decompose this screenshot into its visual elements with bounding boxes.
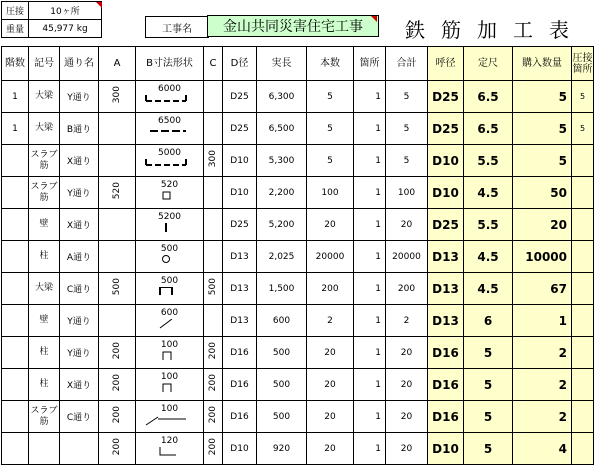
nominal-cell[interactable]: D25 <box>428 81 464 113</box>
table-row <box>2 81 594 113</box>
a-dim-cell[interactable] <box>99 177 136 209</box>
bar-shape-icon <box>136 223 202 237</box>
street-cell[interactable] <box>60 433 99 465</box>
press-cell[interactable] <box>572 433 594 465</box>
c-dim-label: 200 <box>208 374 218 392</box>
stock-cell[interactable]: 5 <box>464 401 513 433</box>
floor-cell[interactable] <box>2 305 29 337</box>
col-header: 通り名 <box>60 47 99 81</box>
a-dim-label: 200 <box>112 406 122 424</box>
col-header: A <box>99 47 136 81</box>
a-dim-cell[interactable] <box>99 273 136 305</box>
floor-cell[interactable] <box>2 401 29 433</box>
stock-cell[interactable]: 4.5 <box>464 177 513 209</box>
nominal-cell[interactable]: D25 <box>428 113 464 145</box>
c-dim-cell[interactable] <box>204 369 223 401</box>
purchase-cell[interactable]: 67 <box>513 273 572 305</box>
b-dim-label: 5200 <box>158 212 181 222</box>
bar-shape-icon <box>136 95 202 109</box>
header-row <box>2 47 594 81</box>
total-cell[interactable]: 20 <box>386 209 428 241</box>
purchase-cell[interactable]: 50 <box>513 177 572 209</box>
street-cell[interactable]: X通り <box>60 369 99 401</box>
total-cell[interactable]: 5 <box>386 81 428 113</box>
c-dim-cell[interactable] <box>204 145 223 177</box>
street-cell[interactable]: Y通り <box>60 177 99 209</box>
bar-shape-icon <box>136 287 202 301</box>
total-cell[interactable]: 100 <box>386 177 428 209</box>
shape-cell[interactable] <box>136 113 204 145</box>
bar-shape-icon <box>136 191 202 205</box>
floor-cell[interactable] <box>2 337 29 369</box>
shape-cell[interactable] <box>136 273 204 305</box>
stock-cell[interactable]: 5.5 <box>464 145 513 177</box>
places-cell[interactable]: 1 <box>354 433 386 465</box>
comment-marker-icon <box>371 16 377 22</box>
purchase-cell[interactable]: 4 <box>513 433 572 465</box>
table-row <box>2 209 594 241</box>
press-cell[interactable]: 5 <box>572 81 594 113</box>
c-dim-cell[interactable] <box>204 273 223 305</box>
a-dim-label: 200 <box>112 438 122 456</box>
purchase-cell[interactable]: 1 <box>513 305 572 337</box>
col-header: 階数 <box>2 47 29 81</box>
col-header: 呼径 <box>428 47 464 81</box>
count-cell[interactable]: 20 <box>307 369 354 401</box>
count-cell[interactable]: 20 <box>307 209 354 241</box>
nominal-cell[interactable]: D13 <box>428 241 464 273</box>
col-header: 本数 <box>307 47 354 81</box>
shape-cell[interactable] <box>136 337 204 369</box>
diameter-cell[interactable]: D25 <box>223 113 257 145</box>
purchase-cell[interactable]: 2 <box>513 369 572 401</box>
total-cell[interactable]: 20000 <box>386 241 428 273</box>
a-dim-cell[interactable] <box>99 209 136 241</box>
shape-cell[interactable] <box>136 81 204 113</box>
col-header: 圧接箇所 <box>572 47 594 81</box>
a-dim-cell[interactable] <box>99 401 136 433</box>
total-cell[interactable]: 20 <box>386 369 428 401</box>
stock-cell[interactable]: 5.5 <box>464 209 513 241</box>
b-dim-label: 520 <box>160 180 179 190</box>
stock-cell[interactable]: 5 <box>464 369 513 401</box>
table-row <box>2 433 594 465</box>
places-cell[interactable]: 1 <box>354 81 386 113</box>
street-cell[interactable]: X通り <box>60 209 99 241</box>
nominal-cell[interactable]: D13 <box>428 273 464 305</box>
shape-cell[interactable] <box>136 177 204 209</box>
diameter-cell[interactable]: D10 <box>223 145 257 177</box>
places-cell[interactable]: 1 <box>354 145 386 177</box>
purchase-cell[interactable]: 5 <box>513 81 572 113</box>
places-cell[interactable]: 1 <box>354 401 386 433</box>
shape-cell[interactable] <box>136 241 204 273</box>
total-cell[interactable]: 5 <box>386 113 428 145</box>
bar-shape-icon <box>136 255 202 269</box>
nominal-cell[interactable]: D10 <box>428 145 464 177</box>
table-row <box>2 337 594 369</box>
purchase-cell[interactable]: 10000 <box>513 241 572 273</box>
a-dim-label: 500 <box>112 278 122 296</box>
length-cell[interactable]: 5,200 <box>257 209 307 241</box>
a-dim-cell[interactable] <box>99 81 136 113</box>
c-dim-cell[interactable] <box>204 337 223 369</box>
b-dim-label: 600 <box>160 308 179 318</box>
length-cell[interactable]: 600 <box>257 305 307 337</box>
b-dim-label: 100 <box>160 372 179 382</box>
street-cell[interactable]: C通り <box>60 401 99 433</box>
c-dim-label: 200 <box>208 342 218 360</box>
nominal-cell[interactable]: D10 <box>428 433 464 465</box>
bar-shape-icon <box>136 319 202 333</box>
project-name-cell[interactable]: 金山共同災害住宅工事 <box>207 15 379 37</box>
street-cell[interactable]: B通り <box>60 113 99 145</box>
length-cell[interactable]: 2,025 <box>257 241 307 273</box>
length-cell[interactable]: 6,300 <box>257 81 307 113</box>
stock-cell[interactable]: 5 <box>464 433 513 465</box>
street-cell[interactable]: Y通り <box>60 305 99 337</box>
shape-cell[interactable] <box>136 305 204 337</box>
b-dim-label: 100 <box>160 340 179 350</box>
shape-cell[interactable] <box>136 433 204 465</box>
press-cell[interactable] <box>572 305 594 337</box>
c-dim-label: 500 <box>208 278 218 296</box>
symbol-cell[interactable]: 柱 <box>29 241 60 273</box>
bar-shape-icon <box>136 383 202 397</box>
table-row <box>2 369 594 401</box>
diameter-cell[interactable]: D10 <box>223 433 257 465</box>
stock-cell[interactable]: 6.5 <box>464 113 513 145</box>
total-cell[interactable]: 200 <box>386 273 428 305</box>
nominal-cell[interactable]: D10 <box>428 177 464 209</box>
c-dim-label: 200 <box>208 438 218 456</box>
diameter-cell[interactable]: D13 <box>223 273 257 305</box>
street-cell[interactable]: C通り <box>60 273 99 305</box>
diameter-cell[interactable]: D16 <box>223 337 257 369</box>
symbol-cell[interactable] <box>29 433 60 465</box>
symbol-cell[interactable]: 壁 <box>29 209 60 241</box>
floor-cell[interactable] <box>2 433 29 465</box>
bar-shape-icon <box>136 351 202 365</box>
press-label: 圧接 <box>2 2 29 20</box>
c-dim-label: 200 <box>208 406 218 424</box>
press-cell[interactable] <box>572 177 594 209</box>
purchase-cell[interactable]: 5 <box>513 113 572 145</box>
count-cell[interactable]: 20 <box>307 433 354 465</box>
bar-shape-icon <box>136 447 202 461</box>
press-value: 10ヶ所 <box>29 2 102 20</box>
purchase-cell[interactable]: 20 <box>513 209 572 241</box>
c-dim-cell[interactable] <box>204 113 223 145</box>
count-cell[interactable]: 5 <box>307 145 354 177</box>
a-dim-cell[interactable] <box>99 241 136 273</box>
c-dim-cell[interactable] <box>204 81 223 113</box>
floor-cell[interactable] <box>2 145 29 177</box>
press-cell[interactable]: 5 <box>572 113 594 145</box>
table-row <box>2 241 594 273</box>
floor-cell[interactable] <box>2 273 29 305</box>
b-dim-label: 5000 <box>158 148 181 158</box>
col-header: C <box>204 47 223 81</box>
c-dim-cell[interactable] <box>204 305 223 337</box>
press-cell[interactable] <box>572 145 594 177</box>
a-dim-cell[interactable] <box>99 305 136 337</box>
shape-cell[interactable] <box>136 209 204 241</box>
diameter-cell[interactable]: D13 <box>223 241 257 273</box>
total-cell[interactable]: 20 <box>386 433 428 465</box>
count-cell[interactable]: 5 <box>307 113 354 145</box>
length-cell[interactable]: 500 <box>257 401 307 433</box>
stock-cell[interactable]: 6 <box>464 305 513 337</box>
b-dim-label: 500 <box>160 276 179 286</box>
places-cell[interactable]: 1 <box>354 177 386 209</box>
b-dim-label: 100 <box>160 404 179 414</box>
stock-cell[interactable]: 6.5 <box>464 81 513 113</box>
page-title: 鉄筋加工表 <box>405 18 585 42</box>
floor-cell[interactable] <box>2 241 29 273</box>
col-header: 合計 <box>386 47 428 81</box>
places-cell[interactable]: 1 <box>354 209 386 241</box>
a-dim-label: 200 <box>112 374 122 392</box>
total-cell[interactable]: 20 <box>386 401 428 433</box>
length-cell[interactable]: 500 <box>257 369 307 401</box>
table-row <box>2 401 594 433</box>
rebar-table <box>1 46 594 465</box>
purchase-cell[interactable]: 5 <box>513 145 572 177</box>
count-cell[interactable]: 20000 <box>307 241 354 273</box>
c-dim-cell[interactable] <box>204 209 223 241</box>
a-dim-label: 200 <box>112 342 122 360</box>
total-cell[interactable]: 20 <box>386 337 428 369</box>
shape-cell[interactable] <box>136 145 204 177</box>
street-cell[interactable]: Y通り <box>60 81 99 113</box>
places-cell[interactable]: 1 <box>354 337 386 369</box>
press-cell[interactable] <box>572 337 594 369</box>
a-dim-cell[interactable] <box>99 433 136 465</box>
c-dim-cell[interactable] <box>204 433 223 465</box>
col-header: 定尺 <box>464 47 513 81</box>
length-cell[interactable]: 5,300 <box>257 145 307 177</box>
nominal-cell[interactable]: D16 <box>428 401 464 433</box>
shape-cell[interactable] <box>136 369 204 401</box>
a-dim-label: 300 <box>112 86 122 104</box>
count-cell[interactable]: 100 <box>307 177 354 209</box>
places-cell[interactable]: 1 <box>354 273 386 305</box>
shape-cell[interactable] <box>136 401 204 433</box>
symbol-cell[interactable]: スラブ筋 <box>29 145 60 177</box>
press-cell[interactable] <box>572 369 594 401</box>
table-row <box>2 273 594 305</box>
nominal-cell[interactable]: D16 <box>428 337 464 369</box>
nominal-cell[interactable]: D13 <box>428 305 464 337</box>
a-dim-cell[interactable] <box>99 369 136 401</box>
diameter-cell[interactable]: D13 <box>223 305 257 337</box>
a-dim-cell[interactable] <box>99 337 136 369</box>
symbol-cell[interactable]: 大梁 <box>29 81 60 113</box>
length-cell[interactable]: 2,200 <box>257 177 307 209</box>
floor-cell[interactable] <box>2 209 29 241</box>
diameter-cell[interactable]: D10 <box>223 177 257 209</box>
b-dim-label: 500 <box>160 244 179 254</box>
floor-cell[interactable] <box>2 177 29 209</box>
nominal-cell[interactable]: D25 <box>428 209 464 241</box>
c-dim-label: 300 <box>208 150 218 168</box>
symbol-cell[interactable]: 大梁 <box>29 273 60 305</box>
count-cell[interactable]: 2 <box>307 305 354 337</box>
symbol-cell[interactable]: 柱 <box>29 337 60 369</box>
diameter-cell[interactable]: D16 <box>223 369 257 401</box>
a-dim-cell[interactable] <box>99 145 136 177</box>
count-cell[interactable]: 5 <box>307 81 354 113</box>
press-cell[interactable] <box>572 209 594 241</box>
col-header: 実長 <box>257 47 307 81</box>
stock-cell[interactable]: 5 <box>464 337 513 369</box>
street-cell[interactable]: X通り <box>60 145 99 177</box>
length-cell[interactable]: 1,500 <box>257 273 307 305</box>
a-dim-cell[interactable] <box>99 113 136 145</box>
b-dim-label: 6000 <box>158 84 181 94</box>
stock-cell[interactable]: 4.5 <box>464 241 513 273</box>
bar-shape-icon <box>136 415 202 429</box>
count-cell[interactable]: 200 <box>307 273 354 305</box>
diameter-cell[interactable]: D25 <box>223 81 257 113</box>
c-dim-cell[interactable] <box>204 241 223 273</box>
table-row <box>2 305 594 337</box>
count-cell[interactable]: 20 <box>307 337 354 369</box>
diameter-cell[interactable]: D16 <box>223 401 257 433</box>
col-header: B寸法形状 <box>136 47 204 81</box>
summary-box <box>1 1 102 38</box>
total-cell[interactable]: 2 <box>386 305 428 337</box>
places-cell[interactable]: 1 <box>354 241 386 273</box>
b-dim-label: 120 <box>160 436 179 446</box>
street-cell[interactable]: Y通り <box>60 337 99 369</box>
symbol-cell[interactable]: スラブ筋 <box>29 177 60 209</box>
length-cell[interactable]: 500 <box>257 337 307 369</box>
count-cell[interactable]: 20 <box>307 401 354 433</box>
floor-cell[interactable] <box>2 369 29 401</box>
street-cell[interactable]: A通り <box>60 241 99 273</box>
places-cell[interactable]: 1 <box>354 369 386 401</box>
length-cell[interactable]: 6,500 <box>257 113 307 145</box>
col-header: 箇所 <box>354 47 386 81</box>
nominal-cell[interactable]: D16 <box>428 369 464 401</box>
floor-cell[interactable]: 1 <box>2 81 29 113</box>
bar-shape-icon <box>136 127 202 141</box>
purchase-cell[interactable]: 2 <box>513 337 572 369</box>
a-dim-label: 520 <box>112 182 122 200</box>
bar-shape-icon <box>136 159 202 173</box>
weight-value: 45,977 kg <box>29 20 102 38</box>
b-dim-label: 6500 <box>158 116 181 126</box>
total-cell[interactable]: 5 <box>386 145 428 177</box>
press-cell[interactable] <box>572 273 594 305</box>
col-header: 記号 <box>29 47 60 81</box>
col-header: D径 <box>223 47 257 81</box>
col-header: 購入数量 <box>513 47 572 81</box>
table-row <box>2 145 594 177</box>
c-dim-cell[interactable] <box>204 177 223 209</box>
press-cell[interactable] <box>572 401 594 433</box>
length-cell[interactable]: 920 <box>257 433 307 465</box>
table-row <box>2 177 594 209</box>
press-cell[interactable] <box>572 241 594 273</box>
places-cell[interactable]: 1 <box>354 305 386 337</box>
purchase-cell[interactable]: 2 <box>513 401 572 433</box>
symbol-cell[interactable]: 柱 <box>29 369 60 401</box>
c-dim-cell[interactable] <box>204 401 223 433</box>
symbol-cell[interactable]: 大梁 <box>29 113 60 145</box>
table-row <box>2 113 594 145</box>
project-label: 工事名 <box>145 16 209 38</box>
diameter-cell[interactable]: D25 <box>223 209 257 241</box>
weight-label: 重量 <box>2 20 29 38</box>
symbol-cell[interactable]: スラブ筋 <box>29 401 60 433</box>
symbol-cell[interactable]: 壁 <box>29 305 60 337</box>
comment-marker-icon <box>96 2 102 8</box>
stock-cell[interactable]: 4.5 <box>464 273 513 305</box>
places-cell[interactable]: 1 <box>354 113 386 145</box>
floor-cell[interactable]: 1 <box>2 113 29 145</box>
